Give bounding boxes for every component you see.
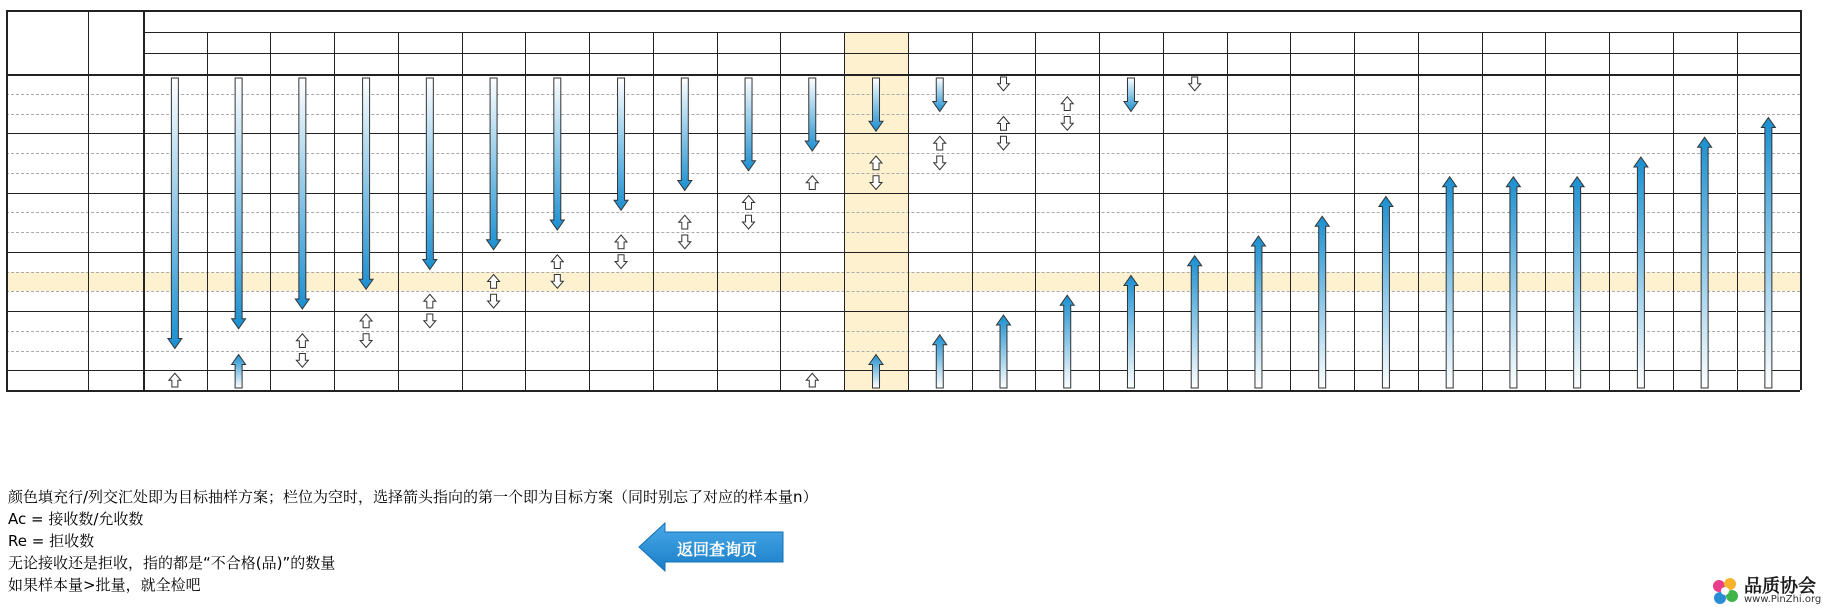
- up-arrow-icon: [1251, 236, 1265, 388]
- up-arrow-icon: [870, 156, 882, 170]
- up-arrow-icon: [806, 373, 818, 387]
- up-arrow-icon: [360, 314, 372, 328]
- up-arrow-icon: [551, 255, 563, 269]
- up-arrow-icon: [296, 334, 308, 348]
- up-arrow-icon: [1506, 177, 1520, 388]
- up-arrow-icon: [679, 215, 691, 229]
- logo-url: www.PinZhi.org: [1744, 594, 1822, 605]
- down-arrow-icon: [1189, 77, 1201, 91]
- note-5: 如果样本量>批量，就全检吧: [8, 576, 201, 594]
- down-arrow-icon: [742, 78, 756, 171]
- up-arrow-icon: [1698, 137, 1712, 388]
- note-3: Re = 拒收数: [8, 532, 95, 550]
- down-arrow-icon: [360, 334, 372, 348]
- up-arrow-icon: [1379, 197, 1393, 389]
- down-arrow-icon: [1061, 117, 1073, 131]
- down-arrow-icon: [678, 78, 692, 191]
- up-arrow-icon: [488, 275, 500, 289]
- down-arrow-icon: [934, 156, 946, 170]
- back-button-label: 返回查询页: [677, 540, 758, 559]
- down-arrow-icon: [295, 78, 309, 309]
- down-arrow-icon: [615, 255, 627, 269]
- down-arrow-icon: [168, 78, 182, 349]
- pinzhi-logo[interactable]: [1708, 572, 1836, 612]
- up-arrow-icon: [1570, 177, 1584, 388]
- down-arrow-icon: [869, 78, 883, 131]
- up-arrow-icon: [424, 294, 436, 308]
- note-1: 颜色填充行/列交汇处即为目标抽样方案；栏位为空时，选择箭头指向的第一个即为目标方案（同时别忘了对应的样本量n）: [8, 488, 818, 506]
- down-arrow-icon: [805, 78, 819, 151]
- down-arrow-icon: [997, 136, 1009, 150]
- up-arrow-icon: [933, 335, 947, 388]
- up-arrow-icon: [169, 373, 181, 387]
- down-arrow-icon: [359, 78, 373, 289]
- down-arrow-icon: [423, 78, 437, 270]
- up-arrow-icon: [743, 196, 755, 210]
- up-arrow-icon: [1124, 276, 1138, 389]
- note-2: Ac = 接收数/允收数: [8, 510, 144, 528]
- down-arrow-icon: [997, 77, 1009, 91]
- down-arrow-icon: [1124, 78, 1138, 112]
- up-arrow-icon: [1061, 97, 1073, 111]
- up-arrow-icon: [996, 315, 1010, 388]
- up-arrow-icon: [934, 136, 946, 150]
- up-arrow-icon: [1761, 118, 1775, 389]
- up-arrow-icon: [232, 355, 246, 389]
- back-to-query-button[interactable]: [637, 522, 785, 572]
- down-arrow-icon: [679, 235, 691, 249]
- down-arrow-icon: [933, 78, 947, 112]
- down-arrow-icon: [614, 78, 628, 210]
- down-arrow-icon: [551, 275, 563, 289]
- down-arrow-icon: [487, 78, 501, 250]
- up-arrow-icon: [806, 176, 818, 190]
- down-arrow-icon: [870, 176, 882, 190]
- up-arrow-icon: [1060, 295, 1074, 388]
- up-arrow-icon: [1634, 157, 1648, 388]
- note-4: 无论接收还是拒收，指的都是“不合格(品)”的数量: [8, 554, 336, 572]
- up-arrow-icon: [1315, 216, 1329, 388]
- up-arrow-icon: [615, 235, 627, 249]
- up-arrow-icon: [997, 117, 1009, 131]
- down-arrow-icon: [296, 354, 308, 368]
- down-arrow-icon: [424, 314, 436, 328]
- logo-name: 品质协会: [1744, 576, 1816, 597]
- down-arrow-icon: [232, 78, 246, 329]
- up-arrow-icon: [1188, 256, 1202, 388]
- up-arrow-icon: [1443, 177, 1457, 388]
- down-arrow-icon: [743, 215, 755, 229]
- up-arrow-icon: [869, 355, 883, 389]
- down-arrow-icon: [550, 78, 564, 230]
- flower-logo-icon: [1708, 574, 1742, 608]
- down-arrow-icon: [488, 294, 500, 308]
